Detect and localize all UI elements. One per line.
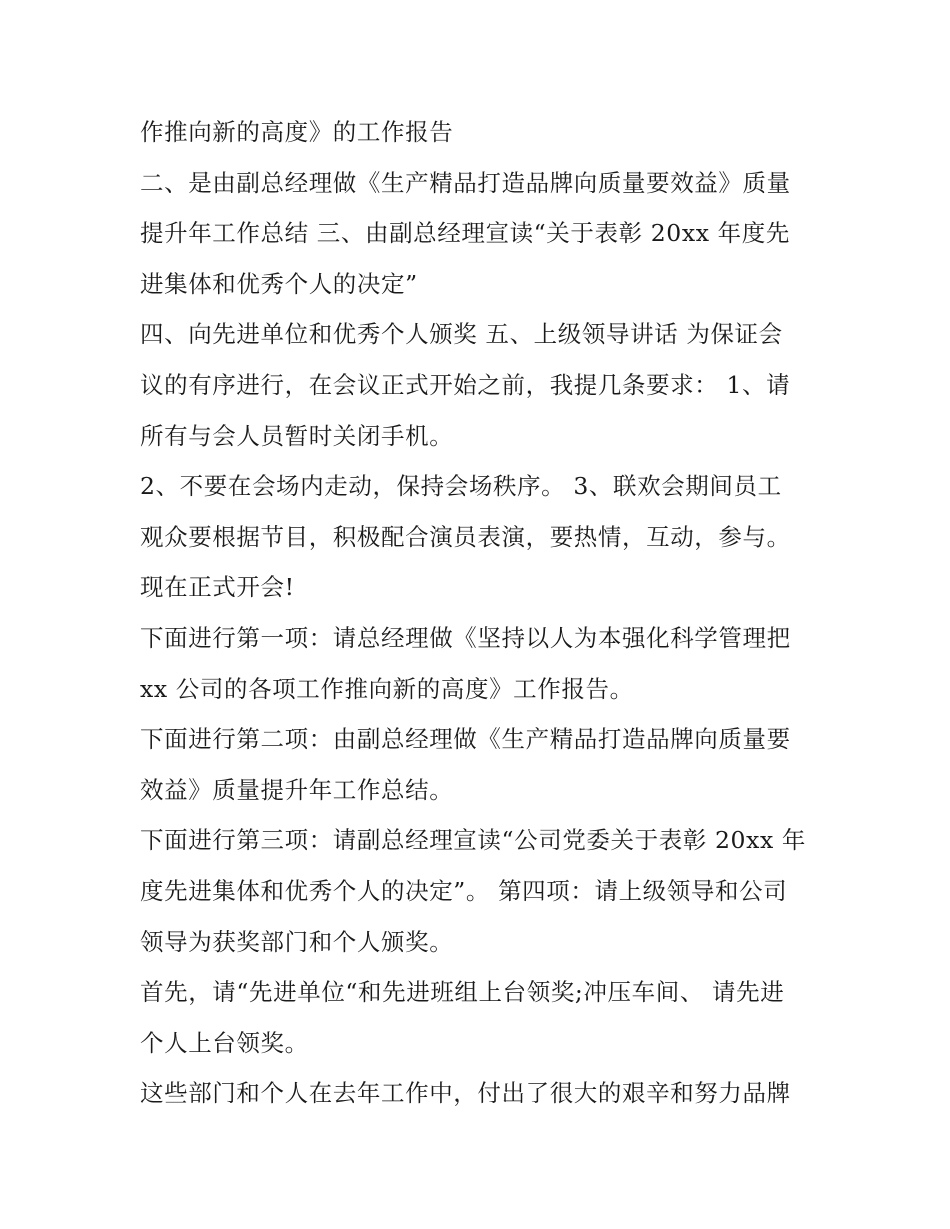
text-line: 这些部门和个人在去年工作中，付出了很大的艰辛和努力品牌 (140, 1079, 791, 1108)
text-line: 度先进集体和优秀个人的决定”。 第四项：请上级领导和公司 (140, 876, 788, 905)
text-line: 效益》质量提升年工作总结。 (140, 775, 454, 804)
text-line: 2、不要在会场内走动，保持会场秩序。 3、联欢会期间员工 (140, 472, 782, 501)
text-line: 下面进行第一项：请总经理做《坚持以人为本强化科学管理把 (140, 623, 791, 652)
text-line: 进集体和优秀个人的决定” (140, 269, 418, 298)
text-line: 个人上台领奖。 (140, 1028, 309, 1057)
text-line: 领导为获奖部门和个人颁奖。 (140, 927, 454, 956)
text-line: 观众要根据节目，积极配合演员表演，要热情，互动，参与。 (140, 522, 791, 551)
text-line: 议的有序进行，在会议正式开始之前，我提几条要求： 1、请 (140, 370, 791, 399)
text-line: 下面进行第三项：请副总经理宣读“公司党委关于表彰 20xx 年 (140, 826, 806, 855)
text-line: 所有与会人员暂时关闭手机。 (140, 421, 454, 450)
text-line: 提升年工作总结 三、由副总经理宣读“关于表彰 20xx 年度先 (140, 219, 790, 248)
text-line: 作推向新的高度》的工作报告 (140, 118, 454, 146)
text-line: 二、是由副总经理做《生产精品打造品牌向质量要效益》质量 (140, 168, 791, 197)
text-line: 首先，请“先进单位“和先进班组上台领奖;冲压车间、 请先进 (140, 978, 785, 1007)
text-line: 四、向先进单位和优秀个人颁奖 五、上级领导讲话 为保证会 (140, 320, 783, 349)
text-line: 现在正式开会! (140, 573, 295, 602)
text-line: xx 公司的各项工作推向新的高度》工作报告。 (140, 674, 634, 703)
document-body (140, 107, 820, 1119)
text-line: 下面进行第二项：由副总经理做《生产精品打造品牌向质量要 (140, 725, 791, 754)
